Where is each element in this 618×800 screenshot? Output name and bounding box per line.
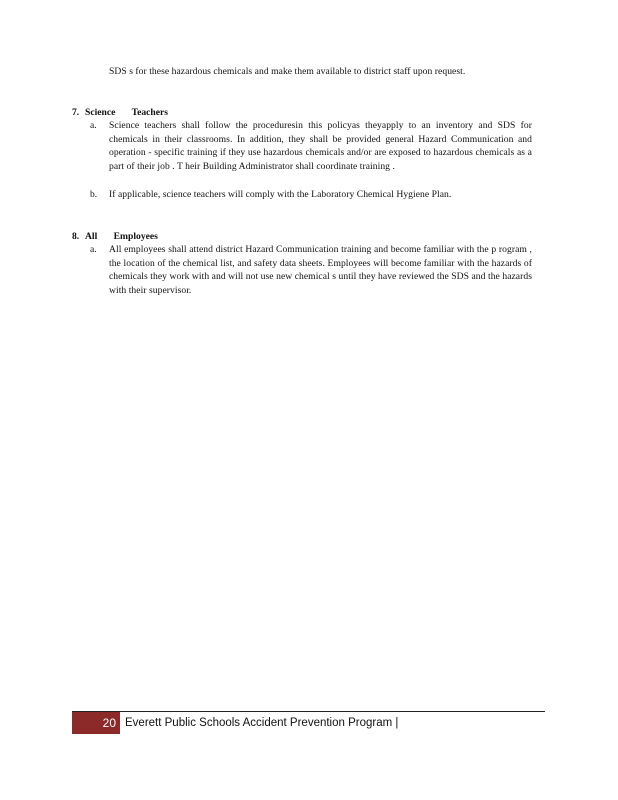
section-heading-science-teachers [72,106,168,119]
list-item-text: All employees shall attend district Hazard Communication training and become familiar with the p rogram , the location of the chemical list, and safety data sheets. Employees will become familiar with the hazards of chemicals they work with and will not use new chemical s until they have reviewed the SDS and the hazards with their supervisor. [109,244,532,296]
section-number: 7. [72,107,80,118]
page-number-badge [72,712,120,734]
continuation-paragraph: SDS s for these hazardous chemicals and make them available to district staff upon request. [109,66,466,77]
section-title: Science Teachers [85,107,169,118]
footer-document-title: Everett Public Schools Accident Prevention Program | [125,717,399,729]
section-title: All Employees [85,231,158,242]
page-number: 20 [102,716,116,730]
section-heading-all-employees [72,230,158,243]
section-number: 8. [72,231,80,242]
list-item-letter: b. [90,189,98,200]
list-item-letter: a. [90,244,97,255]
list-item-letter: a. [90,120,97,131]
list-item-text: If applicable, science teachers will comply with the Laboratory Chemical Hygiene Plan. [109,189,452,200]
list-item-text: Science teachers shall follow the proceduresin this policyas theyapply to an inventory and SDS for chemicals in their classrooms. In addition, they shall be provided general Hazard Communication and operation - specific training if they use hazardous chemicals and/or are exposed to hazardous chemicals as a part of their job . T heir Building Administrator shall coordinate training . [109,120,532,172]
